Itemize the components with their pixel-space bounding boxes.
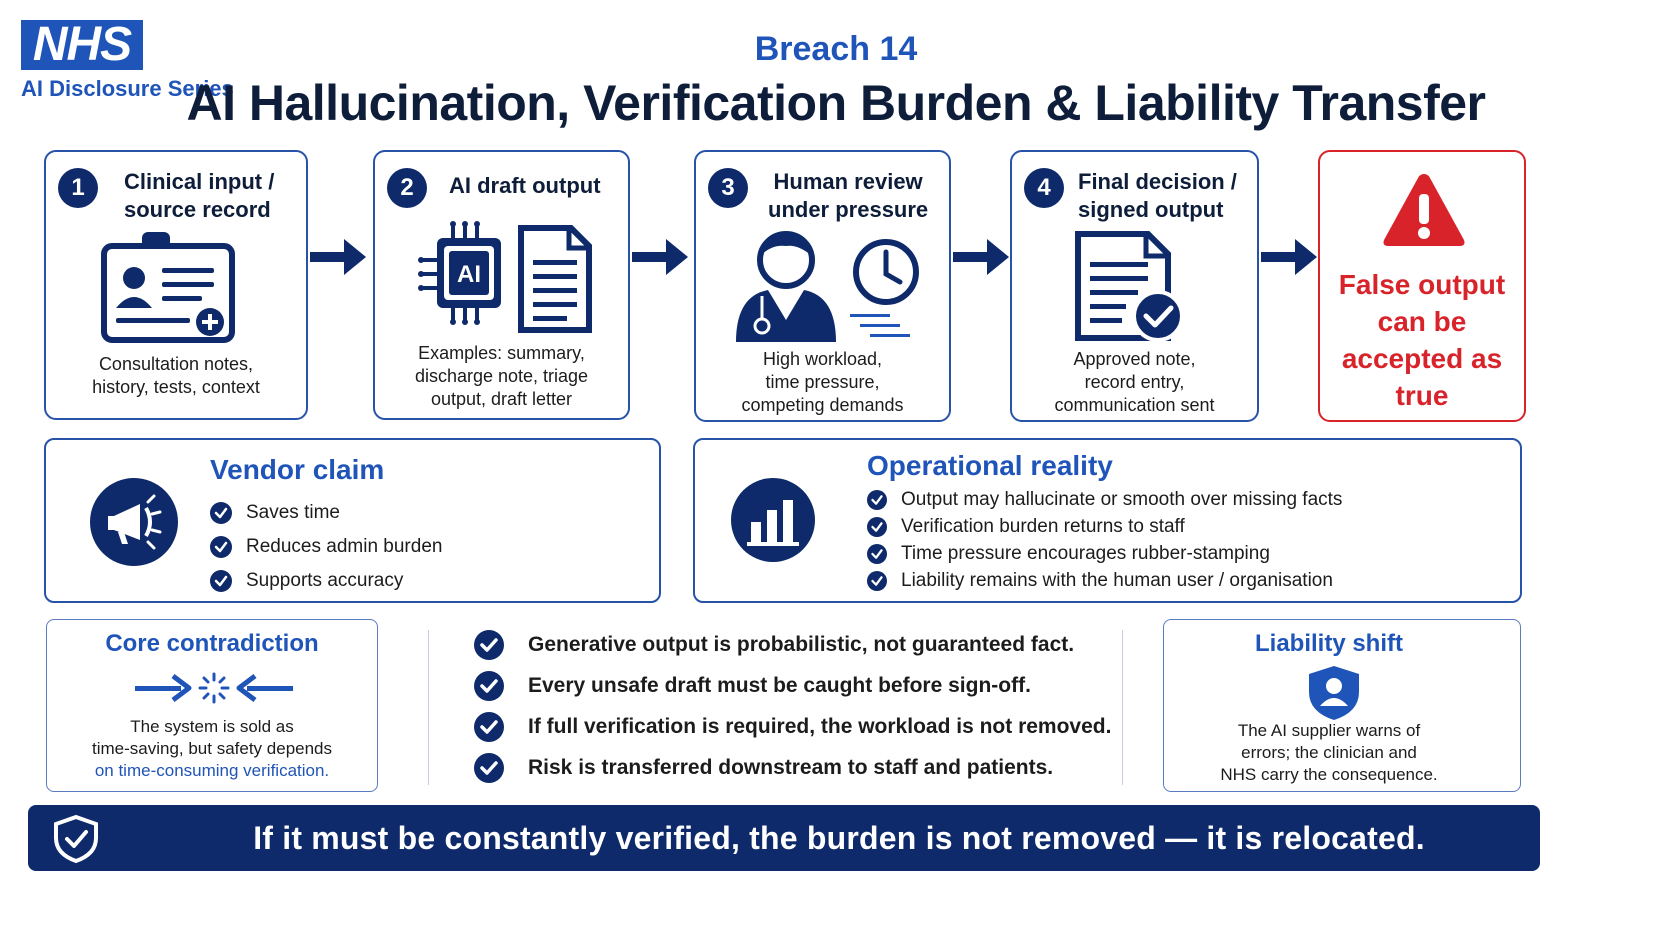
list-item: If full verification is required, the workload is not removed. — [474, 706, 1111, 747]
bar-chart-icon — [731, 478, 815, 562]
breach-label: Breach 14 — [754, 30, 918, 68]
step-title: Human review under pressure — [768, 169, 929, 222]
step-desc: communication sent — [1054, 395, 1215, 415]
step-desc: High workload, — [762, 349, 883, 369]
core-contradiction-box — [46, 619, 378, 792]
step-desc: history, tests, context — [92, 377, 260, 397]
list-item: Every unsafe draft must be caught before sign-off. — [474, 665, 1111, 706]
check-icon — [474, 630, 504, 660]
list-item: Output may hallucinate or smooth over missing facts — [867, 486, 1342, 513]
panel-title: Operational reality — [867, 450, 1113, 481]
check-icon — [867, 544, 887, 564]
step-title: AI draft output — [449, 173, 601, 198]
step-desc: record entry, — [1084, 372, 1185, 392]
alert-text: accepted as true — [1341, 343, 1503, 411]
list-item: Risk is transferred downstream to staff and patients. — [474, 747, 1111, 788]
flow-arrow-icon — [308, 237, 368, 277]
step-title: Clinical input / source record — [124, 169, 275, 222]
box-title: Core contradiction — [105, 630, 319, 657]
box-title: Liability shift — [1254, 630, 1403, 657]
shield-user-icon — [1305, 664, 1363, 722]
alert-text: can be — [1377, 306, 1467, 337]
check-icon — [210, 570, 232, 592]
conclusion-banner — [28, 805, 1540, 871]
step-desc: discharge note, triage — [414, 366, 589, 386]
step-desc: output, draft letter — [430, 389, 573, 409]
step-title: Final decision / signed output — [1078, 169, 1237, 222]
step-card-2 — [373, 150, 630, 420]
step-number: 2 — [387, 168, 427, 208]
check-icon — [474, 712, 504, 742]
banner-text: If it must be constantly verified, the burden is not removed — it is relocated. — [253, 820, 1425, 856]
box-text: The AI supplier warns of — [1237, 721, 1421, 740]
check-icon — [210, 502, 232, 524]
box-text: NHS carry the consequence. — [1220, 765, 1438, 784]
id-card-icon — [98, 230, 248, 348]
signed-document-icon — [1072, 230, 1192, 346]
check-icon — [867, 571, 887, 591]
step-number: 4 — [1024, 168, 1064, 208]
converging-arrows-icon — [133, 670, 295, 706]
step-desc: time pressure, — [765, 372, 880, 392]
operational-reality-panel — [693, 438, 1522, 603]
flow-arrow-icon — [630, 237, 690, 277]
list-item: Generative output is probabilistic, not guaranteed fact. — [474, 624, 1111, 665]
step-desc: Approved note, — [1073, 349, 1196, 369]
ai-chip-label: AI — [457, 261, 481, 288]
check-icon — [210, 536, 232, 558]
megaphone-icon — [90, 478, 178, 566]
box-text: The system is sold as — [130, 717, 294, 736]
step-desc: Consultation notes, — [98, 354, 254, 374]
divider — [428, 630, 429, 785]
flow-arrow-icon — [951, 237, 1011, 277]
list-item: Saves time — [210, 496, 442, 530]
warning-icon — [1380, 170, 1468, 250]
box-text: errors; the clinician and — [1241, 743, 1417, 762]
list-item: Liability remains with the human user / organisation — [867, 567, 1342, 594]
list-item: Time pressure encourages rubber-stamping — [867, 540, 1342, 567]
doctor-clock-icon — [732, 230, 928, 344]
shield-check-icon — [52, 814, 100, 864]
check-icon — [474, 671, 504, 701]
series-label: AI Disclosure Series — [21, 76, 234, 101]
step-desc: Examples: summary, — [418, 343, 585, 363]
alert-card — [1318, 150, 1526, 422]
vendor-claim-panel — [44, 438, 661, 603]
page-title: AI Hallucination, Verification Burden & Liability Transfer — [186, 75, 1486, 131]
list-item: Supports accuracy — [210, 564, 442, 598]
key-points-list — [474, 624, 1111, 788]
liability-shift-box — [1163, 619, 1521, 792]
step-card-1 — [44, 150, 308, 420]
list-item: Verification burden returns to staff — [867, 513, 1342, 540]
alert-text: False output — [1338, 269, 1506, 300]
list-item: Reduces admin burden — [210, 530, 442, 564]
step-card-4 — [1010, 150, 1259, 422]
step-number: 1 — [58, 168, 98, 208]
step-number: 3 — [708, 168, 748, 208]
step-card-3 — [694, 150, 951, 422]
flow-arrow-icon — [1259, 237, 1319, 277]
divider — [1122, 630, 1123, 785]
check-icon — [474, 753, 504, 783]
nhs-logo: NHS — [21, 20, 143, 70]
box-text: time-saving, but safety depends — [91, 739, 333, 758]
panel-title: Vendor claim — [210, 454, 385, 485]
check-icon — [867, 490, 887, 510]
step-desc: competing demands — [741, 395, 904, 415]
box-text: on time-consuming verification. — [94, 761, 330, 780]
ai-chip-document-icon — [411, 218, 601, 338]
check-icon — [867, 517, 887, 537]
